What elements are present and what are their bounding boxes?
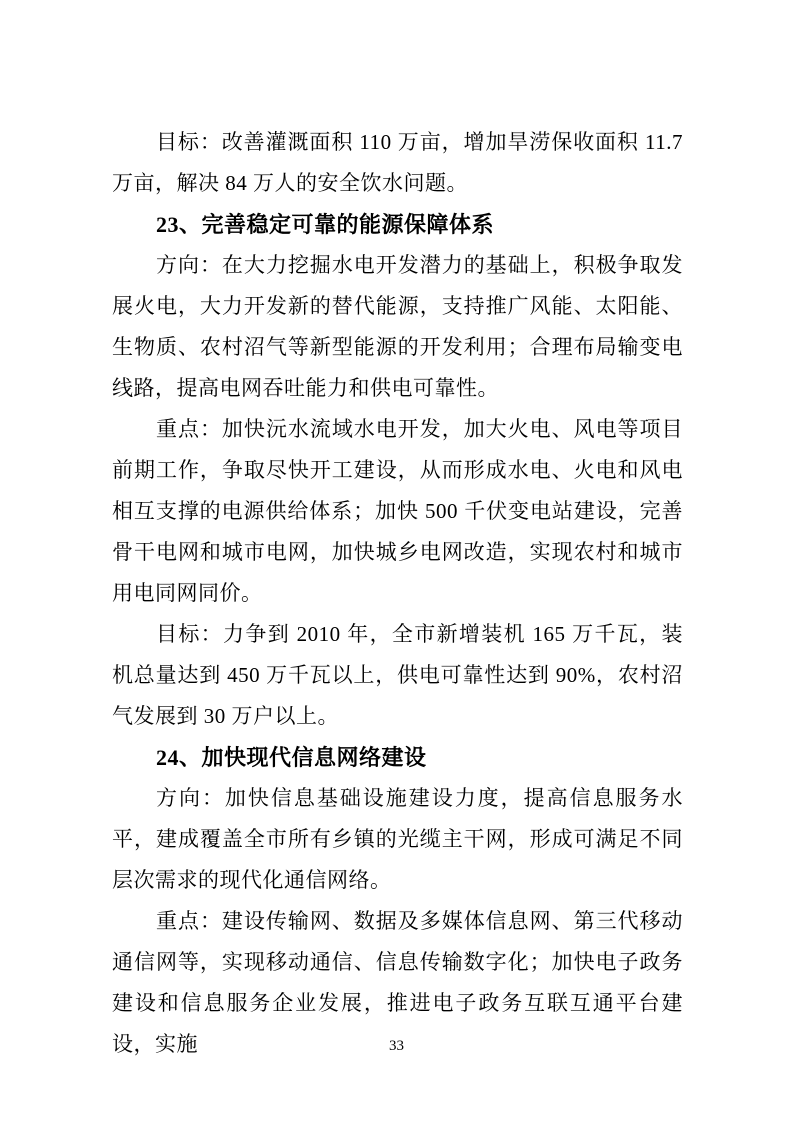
goal-paragraph-water: 目标：改善灌溉面积 110 万亩，增加旱涝保收面积 11.7 万亩，解决 84 万人的安全饮水问题。 [112, 130, 683, 195]
focus-paragraph-energy: 重点：加快沅水流域水电开发，加大火电、风电等项目前期工作，争取尽快开工建设，从而形成水电、火电和风电相互支撑的电源供给体系；加快 500 千伏变电站建设，完善骨干电网和城市电网，加快城乡电网改造，实现农村和城市用电同网同价。 [112, 417, 683, 605]
page-number: 33 [389, 1038, 404, 1054]
focus-paragraph-information: 重点：建设传输网、数据及多媒体信息网、第三代移动通信网等，实现移动通信、信息传输数字化；加快电子政务建设和信息服务企业发展，推进电子政务互联互通平台建设，实施 [112, 909, 683, 1056]
goal-paragraph-energy: 目标：力争到 2010 年，全市新增装机 165 万千瓦，装机总量达到 450 万千瓦以上，供电可靠性达到 90%，农村沼气发展到 30 万户以上。 [112, 622, 683, 728]
direction-paragraph-energy: 方向：在大力挖掘水电开发潜力的基础上，积极争取发展火电，大力开发新的替代能源，支持推广风能、太阳能、生物质、农村沼气等新型能源的开发利用；合理布局输变电线路，提高电网吞吐能力和供电可靠性。 [112, 253, 683, 400]
direction-paragraph-information: 方向：加快信息基础设施建设力度，提高信息服务水平，建成覆盖全市所有乡镇的光缆主干网，形成可满足不同层次需求的现代化通信网络。 [112, 786, 683, 892]
section-heading-24-information-network: 24、加快现代信息网络建设 [156, 745, 427, 770]
section-heading-23-energy: 23、完善稳定可靠的能源保障体系 [156, 212, 495, 237]
document-body [112, 122, 683, 1065]
